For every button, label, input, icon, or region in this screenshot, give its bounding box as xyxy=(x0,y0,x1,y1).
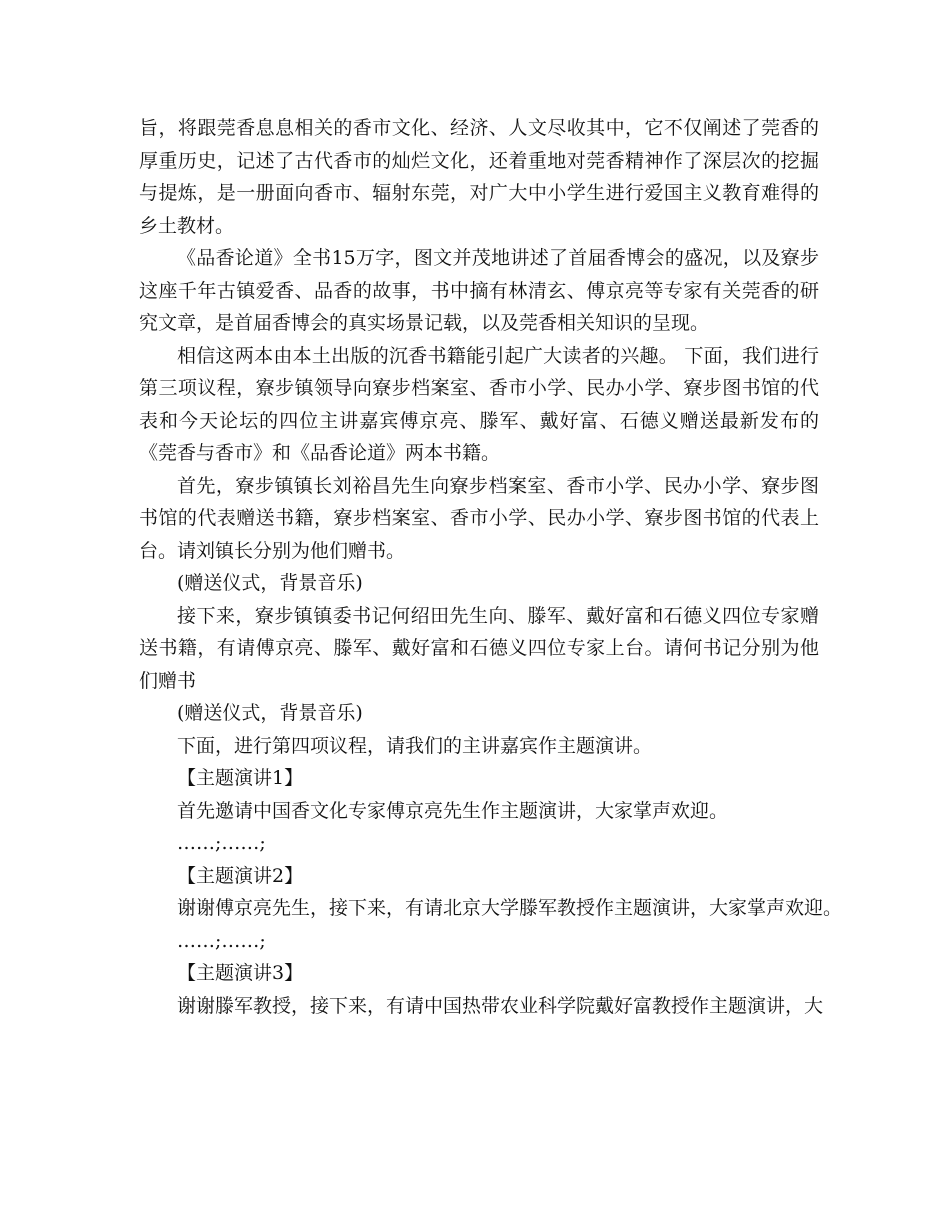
ellipsis-line: ……;……; xyxy=(177,832,266,854)
document-body xyxy=(139,112,843,1022)
paragraph-speech-intro: 谢谢滕军教授，接下来，有请中国热带农业科学院戴好富教授作主题演讲，大 xyxy=(177,994,824,1017)
paragraph-secretary-gift: 接下来，寮步镇镇委书记何绍田先生向、滕军、戴好富和石德义四位专家赠送书籍，有请傅京亮、滕军、戴好富和石德义四位专家上台。请何书记分别为他们赠书 xyxy=(139,604,819,692)
paragraph-agenda-three: 相信这两本由本土出版的沉香书籍能引起广大读者的兴趣。 下面，我们进行第三项议程，寮步镇领导向寮步档案室、香市小学、民办小学、寮步图书馆的代表和今天论坛的四位主讲嘉宾傅京亮、滕军、戴好富、石德义赠送最新发布的《莞香与香市》和《品香论道》两本书籍。 xyxy=(139,344,819,464)
section-heading: 【主题演讲2】 xyxy=(177,864,304,887)
paragraph-speech-intro: 谢谢傅京亮先生，接下来，有请北京大学滕军教授作主题演讲，大家掌声欢迎。 xyxy=(177,897,843,919)
paragraph-mayor-gift: 首先，寮步镇镇长刘裕昌先生向寮步档案室、香市小学、民办小学、寮步图书馆的代表赠送书籍，寮步档案室、香市小学、民办小学、寮步图书馆的代表上台。请刘镇长分别为他们赠书。 xyxy=(139,474,819,562)
paragraph-book-pinxiang: 《品香论道》全书15万字，图文并茂地讲述了首届香博会的盛况，以及寮步这座千年古镇爱香、品香的故事，书中摘有林清玄、傅京亮等专家有关莞香的研究文章，是首届香博会的真实场景记载，以及莞香相关知识的呈现。 xyxy=(139,247,819,334)
paragraph-speech-intro: 首先邀请中国香文化专家傅京亮先生作主题演讲，大家掌声欢迎。 xyxy=(177,799,729,822)
ellipsis-line: ……;……; xyxy=(177,929,266,952)
paragraph-agenda-four: 下面，进行第四项议程，请我们的主讲嘉宾作主题演讲。 xyxy=(177,734,653,757)
section-heading: 【主题演讲1】 xyxy=(177,767,304,789)
stage-direction: (赠送仪式，背景音乐) xyxy=(177,572,363,594)
stage-direction: (赠送仪式，背景音乐) xyxy=(177,702,363,724)
section-heading: 【主题演讲3】 xyxy=(177,962,304,984)
paragraph-continuation: 旨，将跟莞香息息相关的香市文化、经济、人文尽收其中，它不仅阐述了莞香的厚重历史，记述了古代香市的灿烂文化，还着重地对莞香精神作了深层次的挖掘与提炼，是一册面向香市、辐射东莞，对广大中小学生进行爱国主义教育难得的乡土教材。 xyxy=(139,117,819,237)
